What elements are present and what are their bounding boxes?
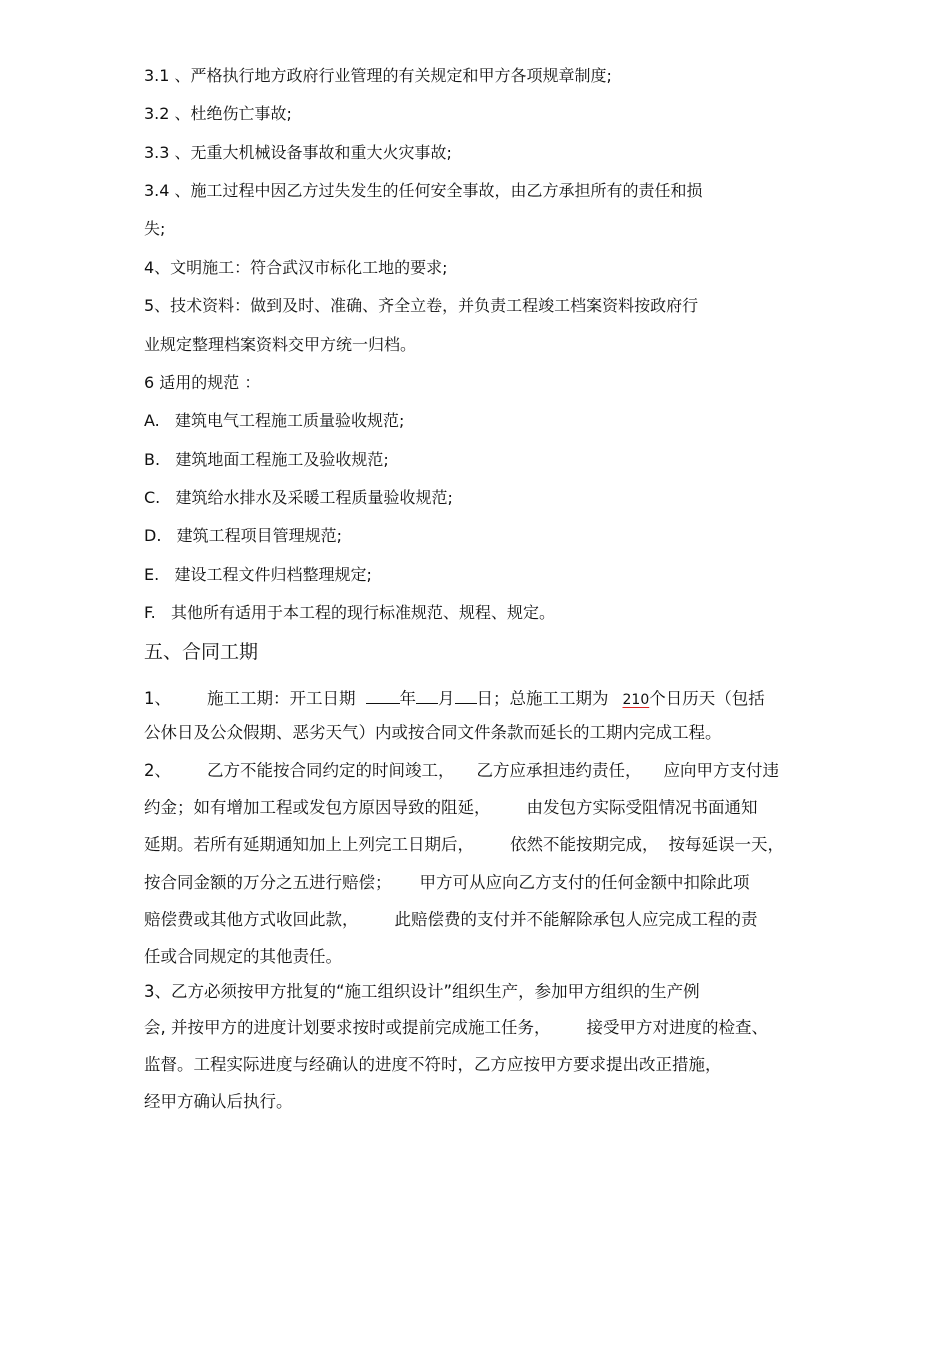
term-2-text-b: 乙方应承担违约责任，: [476, 761, 642, 780]
day-blank: [455, 686, 477, 704]
standard-b: B. 建筑地面工程施工及验收规范;: [144, 450, 389, 469]
term-3-line2: [144, 1017, 768, 1039]
clause-3-1: 3.1 、严格执行地方政府行业管理的有关规定和甲方各项规章制度;: [144, 66, 612, 85]
term-1-total-label: 日；总施工工期为: [476, 689, 609, 708]
clause-3-3: 3.3 、无重大机械设备事故和重大火灾事故;: [144, 143, 452, 162]
term-3-line2-b: 接受甲方对进度的检查、: [586, 1018, 768, 1037]
term-2-line5-a: 赔偿费或其他方式收回此款，: [144, 910, 359, 929]
term-2-line5: [144, 909, 758, 931]
year-label: 年: [399, 689, 416, 708]
clause-5-line1: 5、技术资料：做到及时、准确、齐全立卷，并负责工程竣工档案资料按政府行: [144, 296, 699, 315]
clause-6-title: 6 适用的规范 ：: [144, 373, 261, 392]
term-2-line3-b: 依然不能按期完成，: [510, 835, 659, 854]
standard-f: F. 其他所有适用于本工程的现行标准规范、规程、规定。: [144, 603, 555, 622]
month-blank: [416, 686, 438, 704]
section-heading: 五、合同工期: [144, 641, 259, 663]
term-2-line5-b: 此赔偿费的支付并不能解除承包人应完成工程的责: [394, 910, 758, 929]
term-2-line3: [144, 834, 784, 856]
term-1-line2: 公休日及公众假期、恶劣天气）内或按合同文件条款而延长的工期内完成工程。: [144, 723, 722, 742]
term-1-calendar-days: 个日历天（包括: [649, 689, 765, 708]
year-blank: [366, 686, 400, 704]
term-2-line4-b: 甲方可从应向乙方支付的任何金额中扣除此项: [419, 873, 750, 892]
term-1-line1: [144, 686, 765, 711]
term-2-line4: [144, 872, 750, 894]
term-2-line3-c: 按每延误一天，: [668, 835, 784, 854]
term-1-start-label: 施工工期：开工日期: [207, 689, 356, 708]
term-1-number: 1、: [144, 689, 171, 708]
clause-3-4-line2: 失;: [144, 219, 166, 238]
standard-a: A. 建筑电气工程施工质量验收规范;: [144, 411, 405, 430]
term-3-line3: 监督。工程实际进度与经确认的进度不符时，乙方应按甲方要求提出改正措施，: [144, 1055, 722, 1074]
term-2-number: 2、: [144, 761, 171, 780]
term-3-line2-a: 会, 并按甲方的进度计划要求按时或提前完成施工任务，: [144, 1018, 551, 1037]
total-days-value: 210: [622, 692, 650, 708]
clause-3-4-line1: 3.4 、施工过程中因乙方过失发生的任何安全事故，由乙方承担所有的责任和损: [144, 181, 703, 200]
term-2-text-c: 应向甲方支付违: [663, 761, 779, 780]
standard-e: E. 建设工程文件归档整理规定;: [144, 565, 372, 584]
clause-4: 4、文明施工：符合武汉市标化工地的要求;: [144, 258, 448, 277]
standard-c: C. 建筑给水排水及采暖工程质量验收规范;: [144, 488, 453, 507]
term-2-line2: [144, 797, 758, 819]
term-3-line1: 3、乙方必须按甲方批复的“施工组织设计”组织生产，参加甲方组织的生产例: [144, 982, 700, 1001]
term-2-line2-b: 由发包方实际受阻情况书面通知: [526, 798, 758, 817]
term-2-line3-a: 延期。若所有延期通知加上上列完工日期后，: [144, 835, 474, 854]
month-label: 月: [438, 689, 455, 708]
term-2-line4-a: 按合同金额的万分之五进行赔偿；: [144, 873, 392, 892]
term-2-line1: [144, 760, 779, 782]
clause-5-line2: 业规定整理档案资料交甲方统一归档。: [144, 335, 417, 354]
clause-3-2: 3.2 、杜绝伤亡事故;: [144, 104, 292, 123]
term-2-line6: 任或合同规定的其他责任。: [144, 947, 342, 966]
term-2-text-a: 乙方不能按合同约定的时间竣工，: [207, 761, 455, 780]
standard-d: D. 建筑工程项目管理规范;: [144, 526, 343, 545]
term-3-line4: 经甲方确认后执行。: [144, 1092, 293, 1111]
term-2-line2-a: 约金；如有增加工程或发包方原因导致的阻延，: [144, 798, 491, 817]
